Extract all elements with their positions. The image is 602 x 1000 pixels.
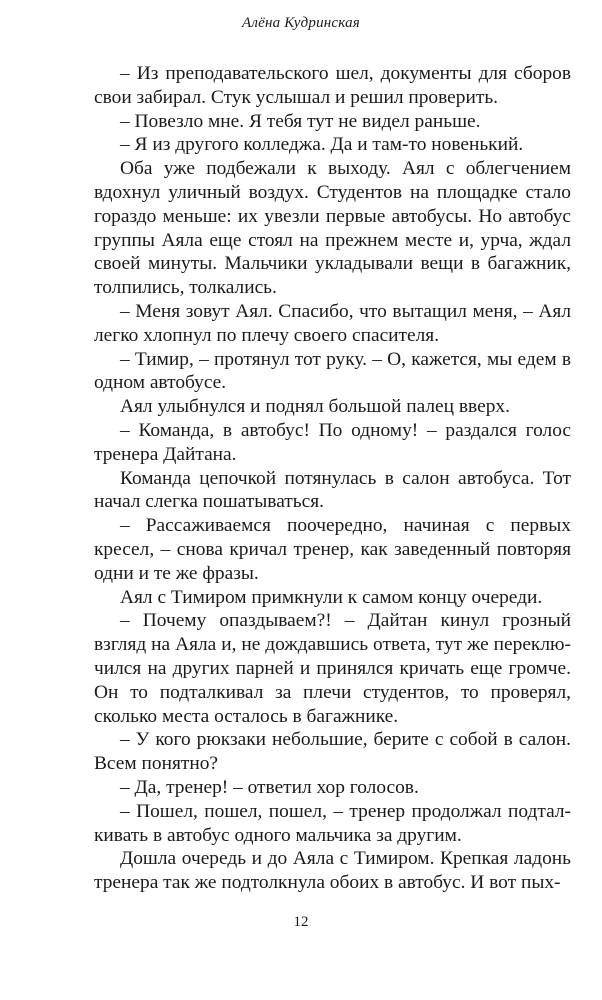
- paragraph: Команда цепочкой потянулась в салон автобуса. Тот начал слегка пошатываться.: [94, 467, 571, 513]
- paragraph: – Тимир, – протянул тот руку. – О, кажется, мы едем в одном автобусе.: [94, 348, 571, 394]
- body-text: [94, 62, 571, 895]
- paragraph: – Из преподавательского шел, документы для сборов свои забирал. Стук услышал и решил проверить.: [94, 63, 571, 108]
- paragraph: – Пошел, пошел, пошел, – тренер продолжал подталкивать в автобус одного мальчика за другим.: [94, 800, 571, 846]
- paragraph: Аял с Тимиром примкнули к самом концу очереди.: [120, 586, 543, 608]
- paragraph: Аял улыбнулся и поднял большой палец вверх.: [120, 396, 510, 418]
- paragraph: – Команда, в автобус! По одному! – раздался голос тренера Дайтана.: [94, 419, 571, 465]
- paragraph: Дошла очередь и до Аяла с Тимиром. Крепкая ладонь тренера так же подтолкнула обоих в автобус. И вот пых-: [94, 848, 571, 894]
- paragraph: – Повезло мне. Я тебя тут не видел раньше.: [120, 110, 481, 132]
- paragraph: – Почему опаздываем?! – Дайтан кинул грозный взгляд на Аяла и, не дождавшись ответа, тут же переключился на других парней и принялся кричать еще громче. Он то подталкивал за плечи студентов, то проверял, сколько места осталось в багажнике.: [94, 610, 571, 727]
- paragraph: – Рассаживаемся поочередно, начиная с первых кресел, – снова кричал тренер, как заведенный повторяя одни и те же фразы.: [94, 515, 571, 584]
- running-header: Алёна Кудринская: [242, 15, 360, 31]
- paragraph: – Меня зовут Аял. Спасибо, что вытащил меня, – Аял легко хлопнул по плечу своего спасителя.: [94, 300, 571, 346]
- paragraph: – Я из другого колледжа. Да и там-то новенький.: [120, 134, 524, 156]
- paragraph: – Да, тренер! – ответил хор голосов.: [120, 776, 419, 798]
- page-number: 12: [293, 914, 309, 930]
- paragraph: – У кого рюкзаки небольшие, берите с собой в салон. Всем понятно?: [94, 729, 571, 775]
- paragraph: Оба уже подбежали к выходу. Аял с облегчением вдохнул уличный воздух. Студентов на площадке стало горaздо меньше: их увезли первые автобусы. Но автобус группы Аяла еще стоял на прежнем месте и, урча, ждал своей минуты. Мальчики укладывали вещи в багажник, толпились, толкались.: [94, 158, 571, 299]
